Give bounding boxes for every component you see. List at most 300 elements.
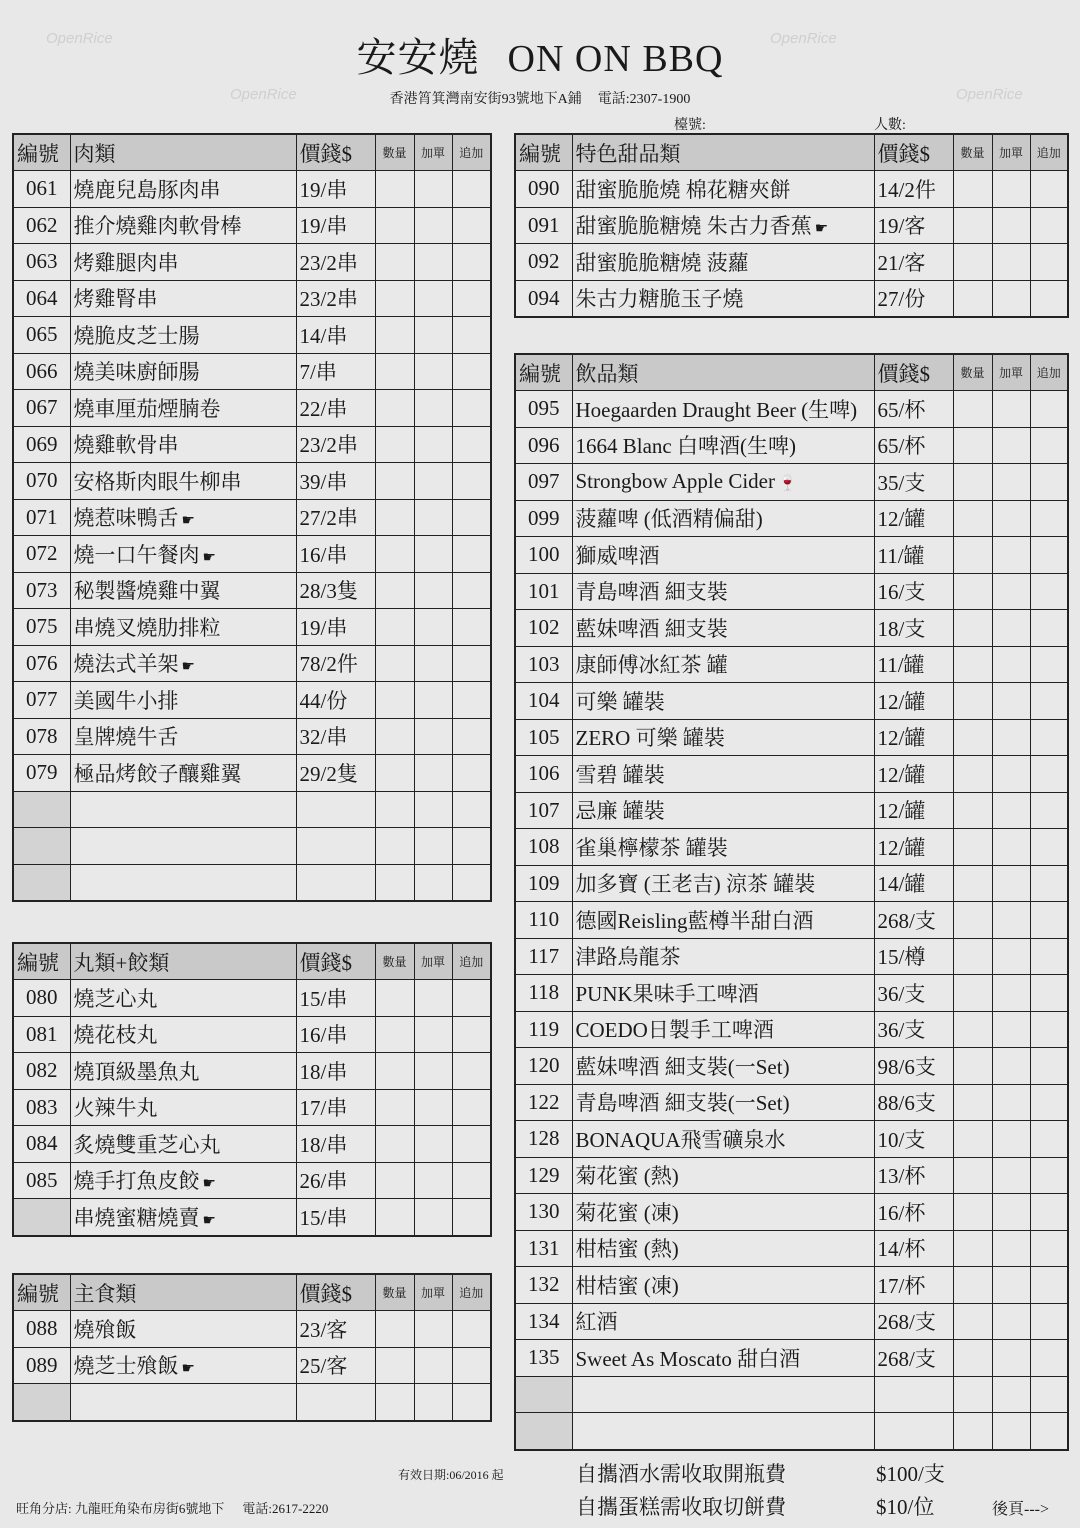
table-header (515, 134, 1068, 171)
chase-input[interactable] (1030, 1157, 1068, 1194)
menu-row (515, 829, 1068, 866)
chase-input[interactable] (1030, 1048, 1068, 1085)
chase-input[interactable] (1030, 171, 1068, 208)
chase-input[interactable] (452, 980, 491, 1017)
chase-input[interactable] (1030, 537, 1068, 574)
add-order-input[interactable] (992, 207, 1030, 244)
chase-input[interactable] (1030, 500, 1068, 537)
add-order-input[interactable] (414, 718, 452, 755)
item-code: 061 (13, 171, 70, 208)
add-order-input[interactable] (992, 792, 1030, 829)
menu-row (13, 244, 491, 281)
quantity-input[interactable] (375, 1162, 414, 1199)
add-order-input[interactable] (414, 572, 452, 609)
quantity-input[interactable] (375, 791, 414, 828)
item-name (70, 280, 296, 317)
add-order-input[interactable] (992, 244, 1030, 281)
item-code: 122 (515, 1084, 572, 1121)
menu-row (515, 975, 1068, 1012)
chase-input[interactable] (1030, 938, 1068, 975)
add-order-input[interactable] (992, 1084, 1030, 1121)
quantity-input[interactable] (953, 207, 992, 244)
add-order-input[interactable] (414, 791, 452, 828)
menu-row (13, 207, 491, 244)
item-name-text: 加多寶 (王老吉) 涼茶 罐裝 (575, 872, 816, 897)
menu-row (515, 537, 1068, 574)
item-price: 23/客 (296, 1311, 375, 1348)
add-order-input[interactable] (992, 1194, 1030, 1231)
chase-input[interactable] (452, 1347, 491, 1384)
pointing-hand-icon: ☛ (814, 221, 829, 238)
item-code (13, 828, 70, 865)
item-code: 104 (515, 683, 572, 720)
item-price: 29/2隻 (296, 755, 375, 792)
add-order-input[interactable] (414, 1016, 452, 1053)
quantity-input[interactable] (953, 244, 992, 281)
quantity-input[interactable] (953, 500, 992, 537)
next-page-link[interactable]: 後頁---> (992, 1501, 1050, 1518)
table-number-label: 檯號: (674, 118, 706, 133)
chase-input[interactable] (1030, 1340, 1068, 1377)
item-code: 135 (515, 1340, 572, 1377)
item-price: 22/串 (296, 390, 375, 427)
item-price: 28/3隻 (296, 572, 375, 609)
quantity-input[interactable] (953, 1303, 992, 1340)
item-price: 15/串 (296, 980, 375, 1017)
quantity-input[interactable] (953, 1194, 992, 1231)
menu-row (515, 756, 1068, 793)
chase-input[interactable] (1030, 1376, 1068, 1413)
item-name (572, 573, 874, 610)
item-price: 14/杯 (874, 1230, 953, 1267)
chase-input[interactable] (1030, 207, 1068, 244)
item-name (572, 646, 874, 683)
chase-input[interactable] (1030, 1194, 1068, 1231)
quantity-input[interactable] (375, 572, 414, 609)
chase-input[interactable] (452, 280, 491, 317)
item-name (572, 1230, 874, 1267)
quantity-input[interactable] (953, 719, 992, 756)
chase-input[interactable] (1030, 756, 1068, 793)
add-order-input[interactable] (992, 1157, 1030, 1194)
chase-input[interactable] (452, 1089, 491, 1126)
menu-row (515, 1376, 1068, 1413)
chase-input[interactable] (1030, 1121, 1068, 1158)
chase-input[interactable] (1030, 1303, 1068, 1340)
item-code: 119 (515, 1011, 572, 1048)
add-order-input[interactable] (992, 280, 1030, 317)
quantity-input[interactable] (953, 756, 992, 793)
menu-row (13, 536, 491, 573)
item-code: 081 (13, 1016, 70, 1053)
add-order-input[interactable] (992, 391, 1030, 428)
quantity-input[interactable] (953, 1157, 992, 1194)
item-price (874, 1413, 953, 1450)
add-order-input[interactable] (414, 353, 452, 390)
add-order-input[interactable] (992, 500, 1030, 537)
chase-input[interactable] (452, 755, 491, 792)
quantity-input[interactable] (953, 391, 992, 428)
add-order-input[interactable] (992, 1048, 1030, 1085)
add-order-input[interactable] (414, 426, 452, 463)
item-code: 088 (13, 1311, 70, 1348)
category-title: 飲品類 (572, 354, 874, 391)
chase-input[interactable] (452, 207, 491, 244)
chase-input[interactable] (452, 463, 491, 500)
quantity-input[interactable] (953, 902, 992, 939)
quantity-input[interactable] (953, 683, 992, 720)
quantity-input[interactable] (953, 865, 992, 902)
add-order-input[interactable] (992, 573, 1030, 610)
add-order-input[interactable] (414, 499, 452, 536)
add-order-input[interactable] (414, 244, 452, 281)
quantity-header: 數量 (953, 354, 992, 391)
item-name (572, 792, 874, 829)
item-name (572, 1011, 874, 1048)
drinks-table (514, 353, 1069, 1451)
quantity-input[interactable] (375, 353, 414, 390)
item-code: 066 (13, 353, 70, 390)
add-order-input[interactable] (414, 536, 452, 573)
chase-input[interactable] (1030, 280, 1068, 317)
chase-input[interactable] (1030, 902, 1068, 939)
item-name-text: 炙燒雙重芝心丸 (73, 1132, 221, 1157)
add-order-input[interactable] (992, 1011, 1030, 1048)
chase-input[interactable] (1030, 427, 1068, 464)
item-name-text: 紅酒 (575, 1310, 618, 1335)
price-header: 價錢$ (874, 354, 953, 391)
chase-input[interactable] (452, 1199, 491, 1236)
chase-input[interactable] (1030, 391, 1068, 428)
add-order-input[interactable] (414, 609, 452, 646)
quantity-input[interactable] (953, 1011, 992, 1048)
quantity-input[interactable] (375, 244, 414, 281)
item-name (70, 390, 296, 427)
quantity-input[interactable] (375, 536, 414, 573)
add-order-header: 加單 (414, 1274, 452, 1311)
item-name-text: Sweet As Moscato 甜白酒 (575, 1346, 801, 1371)
quantity-input[interactable] (375, 755, 414, 792)
add-order-input[interactable] (992, 610, 1030, 647)
menu-row (515, 1157, 1068, 1194)
quantity-input[interactable] (953, 171, 992, 208)
menu-row (13, 1347, 491, 1384)
add-order-input[interactable] (992, 537, 1030, 574)
chase-input[interactable] (452, 1016, 491, 1053)
quantity-input[interactable] (375, 1199, 414, 1236)
chase-input[interactable] (1030, 1011, 1068, 1048)
item-code: 109 (515, 865, 572, 902)
add-order-input[interactable] (992, 865, 1030, 902)
add-order-input[interactable] (414, 171, 452, 208)
chase-input[interactable] (1030, 244, 1068, 281)
quantity-input[interactable] (375, 426, 414, 463)
chase-input[interactable] (452, 499, 491, 536)
item-price: 15/樽 (874, 938, 953, 975)
quantity-input[interactable] (953, 1048, 992, 1085)
item-name-text: 烤雞腿肉串 (73, 250, 179, 275)
quantity-input[interactable] (375, 390, 414, 427)
add-order-input[interactable] (414, 980, 452, 1017)
quantity-input[interactable] (375, 864, 414, 901)
chase-input[interactable] (1030, 683, 1068, 720)
item-name-text: 雪碧 罐裝 (575, 762, 665, 787)
chase-input[interactable] (452, 171, 491, 208)
add-order-input[interactable] (992, 683, 1030, 720)
quantity-input[interactable] (375, 645, 414, 682)
add-order-input[interactable] (992, 646, 1030, 683)
item-name (572, 1084, 874, 1121)
quantity-input[interactable] (953, 1267, 992, 1304)
quantity-input[interactable] (375, 609, 414, 646)
add-order-input[interactable] (992, 975, 1030, 1012)
chase-input[interactable] (452, 426, 491, 463)
add-order-input[interactable] (414, 1347, 452, 1384)
item-name (70, 426, 296, 463)
pointing-hand-icon: ☛ (181, 1361, 195, 1378)
add-order-input[interactable] (992, 1376, 1030, 1413)
chase-input[interactable] (1030, 792, 1068, 829)
add-order-header: 加單 (992, 134, 1030, 171)
add-order-input[interactable] (414, 1162, 452, 1199)
item-name-text: 皇牌燒牛舌 (73, 725, 179, 750)
item-price: 16/支 (874, 573, 953, 610)
item-code: 118 (515, 975, 572, 1012)
menu-row (515, 207, 1068, 244)
quantity-input[interactable] (953, 537, 992, 574)
menu-row (13, 317, 491, 354)
add-order-input[interactable] (414, 390, 452, 427)
add-order-input[interactable] (992, 902, 1030, 939)
item-code: 085 (13, 1162, 70, 1199)
add-order-input[interactable] (992, 829, 1030, 866)
chase-input[interactable] (1030, 865, 1068, 902)
item-name-text: COEDO日製手工啤酒 (575, 1018, 774, 1043)
chase-input[interactable] (452, 864, 491, 901)
item-code: 100 (515, 537, 572, 574)
item-name (572, 207, 874, 244)
quantity-input[interactable] (953, 1230, 992, 1267)
add-order-input[interactable] (414, 1384, 452, 1421)
add-order-input[interactable] (992, 464, 1030, 501)
item-name (70, 207, 296, 244)
quantity-input[interactable] (375, 1016, 414, 1053)
add-order-input[interactable] (992, 171, 1030, 208)
quantity-input[interactable] (953, 1121, 992, 1158)
add-order-input[interactable] (414, 1311, 452, 1348)
add-order-input[interactable] (414, 1053, 452, 1090)
quantity-input[interactable] (375, 499, 414, 536)
add-order-input[interactable] (414, 1126, 452, 1163)
chase-input[interactable] (1030, 610, 1068, 647)
item-name (572, 1303, 874, 1340)
menu-row (13, 645, 491, 682)
cake-fee-label: 自攜蛋糕需收取切餅費 (576, 1495, 786, 1519)
chase-input[interactable] (1030, 573, 1068, 610)
menu-row (515, 573, 1068, 610)
quantity-input[interactable] (953, 792, 992, 829)
item-name-text: BONAQUA飛雪礦泉水 (575, 1127, 786, 1152)
quantity-input[interactable] (953, 1413, 992, 1450)
add-order-input[interactable] (414, 682, 452, 719)
item-name (70, 1162, 296, 1199)
item-price: 12/罐 (874, 756, 953, 793)
chase-input[interactable] (1030, 829, 1068, 866)
item-price: 21/客 (874, 244, 953, 281)
quantity-input[interactable] (375, 718, 414, 755)
chase-input[interactable] (1030, 1267, 1068, 1304)
chase-input[interactable] (452, 1053, 491, 1090)
add-order-input[interactable] (414, 864, 452, 901)
quantity-input[interactable] (953, 464, 992, 501)
quantity-input[interactable] (375, 207, 414, 244)
chase-input[interactable] (452, 609, 491, 646)
add-order-input[interactable] (992, 938, 1030, 975)
chase-input[interactable] (452, 828, 491, 865)
chase-input[interactable] (1030, 975, 1068, 1012)
menu-row (13, 280, 491, 317)
add-order-input[interactable] (992, 1121, 1030, 1158)
item-code: 117 (515, 938, 572, 975)
chase-input[interactable] (452, 1162, 491, 1199)
quantity-input[interactable] (375, 280, 414, 317)
menu-row (515, 500, 1068, 537)
quantity-input[interactable] (953, 646, 992, 683)
item-code (515, 1376, 572, 1413)
item-name (70, 536, 296, 573)
item-name-text: 可樂 罐裝 (575, 689, 665, 714)
quantity-input[interactable] (953, 1376, 992, 1413)
quantity-input[interactable] (953, 427, 992, 464)
add-order-input[interactable] (992, 1267, 1030, 1304)
chase-input[interactable] (452, 1384, 491, 1421)
chase-input[interactable] (1030, 1413, 1068, 1450)
quantity-input[interactable] (375, 682, 414, 719)
item-price: 65/杯 (874, 427, 953, 464)
code-header: 編號 (515, 354, 572, 391)
quantity-input[interactable] (375, 1347, 414, 1384)
item-name (572, 1048, 874, 1085)
price-header: 價錢$ (296, 1274, 375, 1311)
quantity-input[interactable] (953, 938, 992, 975)
chase-input[interactable] (452, 1311, 491, 1348)
add-order-input[interactable] (414, 207, 452, 244)
add-order-input[interactable] (414, 1089, 452, 1126)
chase-input[interactable] (1030, 646, 1068, 683)
chase-input[interactable] (1030, 1084, 1068, 1121)
table-header (13, 943, 491, 980)
add-order-input[interactable] (992, 1230, 1030, 1267)
menu-row (13, 463, 491, 500)
add-order-input[interactable] (414, 828, 452, 865)
quantity-input[interactable] (375, 1311, 414, 1348)
quantity-input[interactable] (375, 1126, 414, 1163)
add-order-input[interactable] (992, 427, 1030, 464)
watermark: OpenRice (230, 86, 297, 103)
item-name-text: 青島啤酒 細支裝 (575, 580, 728, 605)
quantity-input[interactable] (375, 1089, 414, 1126)
item-name (572, 1194, 874, 1231)
quantity-input[interactable] (375, 317, 414, 354)
menu-row (515, 171, 1068, 208)
item-name (70, 1384, 296, 1421)
chase-input[interactable] (452, 645, 491, 682)
chase-input[interactable] (452, 718, 491, 755)
chase-input[interactable] (1030, 1230, 1068, 1267)
chase-input[interactable] (452, 353, 491, 390)
add-order-input[interactable] (414, 317, 452, 354)
quantity-input[interactable] (375, 463, 414, 500)
item-code: 096 (515, 427, 572, 464)
chase-input[interactable] (452, 244, 491, 281)
chase-input[interactable] (1030, 464, 1068, 501)
item-price: 35/支 (874, 464, 953, 501)
menu-row (13, 1311, 491, 1348)
item-code: 097 (515, 464, 572, 501)
quantity-input[interactable] (375, 980, 414, 1017)
add-order-input[interactable] (414, 755, 452, 792)
add-order-input[interactable] (992, 1340, 1030, 1377)
add-order-input[interactable] (414, 280, 452, 317)
add-order-input[interactable] (992, 1413, 1030, 1450)
add-order-input[interactable] (414, 1199, 452, 1236)
item-name-text: 燒芝心丸 (73, 986, 158, 1011)
item-code: 092 (515, 244, 572, 281)
item-price: 27/2串 (296, 499, 375, 536)
quantity-input[interactable] (953, 610, 992, 647)
quantity-input[interactable] (953, 1340, 992, 1377)
item-code: 069 (13, 426, 70, 463)
code-header: 編號 (13, 134, 70, 171)
menu-row (515, 610, 1068, 647)
quantity-input[interactable] (953, 975, 992, 1012)
item-code: 078 (13, 718, 70, 755)
add-order-input[interactable] (992, 756, 1030, 793)
quantity-input[interactable] (953, 829, 992, 866)
quantity-input[interactable] (375, 828, 414, 865)
quantity-input[interactable] (953, 1084, 992, 1121)
add-order-input[interactable] (992, 1303, 1030, 1340)
add-order-input[interactable] (414, 645, 452, 682)
item-name (572, 171, 874, 208)
chase-input[interactable] (452, 390, 491, 427)
item-name (70, 1126, 296, 1163)
item-name-text: 朱古力糖脆玉子燒 (575, 287, 744, 312)
item-price: 14/2件 (874, 171, 953, 208)
item-code: 084 (13, 1126, 70, 1163)
quantity-input[interactable] (953, 573, 992, 610)
add-order-header: 加單 (414, 943, 452, 980)
quantity-input[interactable] (375, 171, 414, 208)
item-name-text: 藍妹啤酒 細支裝 (575, 616, 728, 641)
add-order-input[interactable] (992, 719, 1030, 756)
chase-input[interactable] (1030, 719, 1068, 756)
chase-input[interactable] (452, 536, 491, 573)
quantity-input[interactable] (375, 1053, 414, 1090)
add-order-input[interactable] (414, 463, 452, 500)
chase-input[interactable] (452, 1126, 491, 1163)
quantity-input[interactable] (953, 280, 992, 317)
quantity-input[interactable] (375, 1384, 414, 1421)
item-code: 103 (515, 646, 572, 683)
chase-input[interactable] (452, 572, 491, 609)
chase-input[interactable] (452, 682, 491, 719)
price-header: 價錢$ (874, 134, 953, 171)
chase-input[interactable] (452, 791, 491, 828)
menu-row (515, 792, 1068, 829)
item-name (572, 902, 874, 939)
chase-input[interactable] (452, 317, 491, 354)
